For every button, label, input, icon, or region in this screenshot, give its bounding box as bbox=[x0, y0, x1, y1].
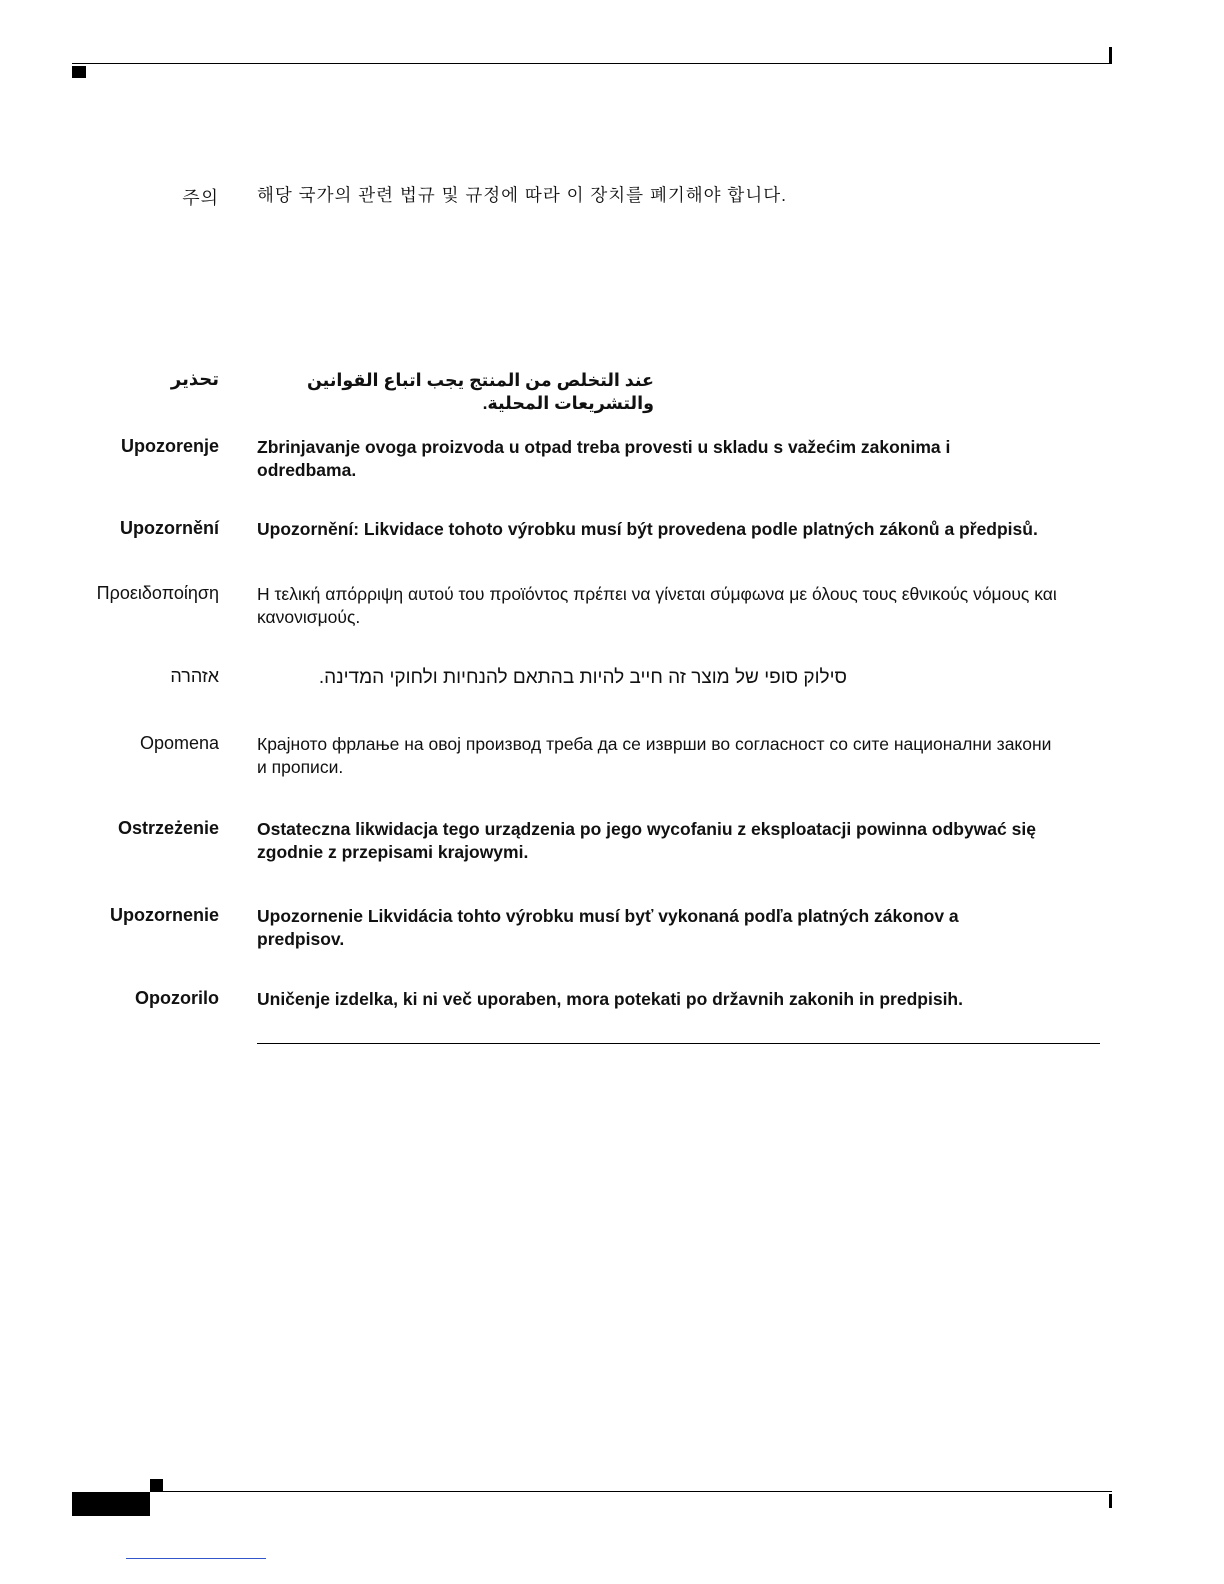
warning-label-hebrew: אזהרה bbox=[170, 666, 219, 686]
footer-tick bbox=[1109, 1494, 1112, 1508]
warning-label-arabic: تحذير bbox=[170, 369, 219, 389]
warning-text-hebrew: סילוק סופי של מוצר זה חייב להיות בהתאם להנחיות ולחוקי המדינה. bbox=[318, 667, 847, 688]
warning-label-slovenian: Opozorilo bbox=[135, 988, 219, 1008]
warning-label-macedonian: Opomena bbox=[139, 733, 219, 753]
warning-text-greek: Η τελική απόρριψη αυτού του προϊόντος πρέπει να γίνεται σύμφωνα με όλους τους εθνικούς νόμους και κανονισμούς. bbox=[257, 584, 1057, 627]
footer-block bbox=[72, 1492, 150, 1516]
warning-label-croatian: Upozorenje bbox=[120, 436, 219, 456]
header-tick bbox=[1109, 47, 1112, 64]
warning-text-croatian: Zbrinjavanje ovoga proizvoda u otpad treba provesti u skladu s važećim zakonima i odredbama. bbox=[257, 437, 951, 480]
warning-text-slovenian: Uničenje izdelka, ki ni več uporaben, mora potekati po državnih zakonih in predpisih. bbox=[257, 989, 963, 1009]
warning-label-korean: 주의 bbox=[182, 188, 219, 208]
warning-label-slovak: Upozornenie bbox=[109, 905, 219, 925]
header-rule bbox=[72, 63, 1112, 64]
warning-text-polish: Ostateczna likwidacja tego urządzenia po jego wycofaniu z eksploatacji powinna odbywać się zgodnie z przepisami krajowymi. bbox=[257, 819, 1036, 862]
warning-label-polish: Ostrzeżenie bbox=[117, 818, 219, 838]
footer-link-underline[interactable] bbox=[126, 1558, 266, 1559]
warning-text-czech: Upozornění: Likvidace tohoto výrobku musí být provedena podle platných zákonů a předpisů. bbox=[257, 519, 1038, 539]
footer-rule bbox=[150, 1491, 1112, 1492]
warning-text-macedonian: Крајното фрлање на овој производ треба да се изврши во согласност со сите национални закони и прописи. bbox=[257, 734, 1052, 777]
warning-label-greek: Προειδοποίηση bbox=[96, 583, 219, 603]
warning-text-arabic: عند التخلص من المنتج يجب اتباع القوانين والتشريعات المحلية. bbox=[306, 370, 654, 413]
warning-text-slovak: Upozornenie Likvidácia tohto výrobku musí byť vykonaná podľa platných zákonov a predpisov. bbox=[257, 906, 959, 949]
header-marker bbox=[72, 66, 86, 78]
warning-label-czech: Upozornění bbox=[120, 518, 219, 538]
section-end-rule bbox=[257, 1043, 1100, 1044]
warning-text-korean: 해당 국가의 관련 법규 및 규정에 따라 이 장치를 폐기해야 합니다. bbox=[257, 185, 788, 205]
